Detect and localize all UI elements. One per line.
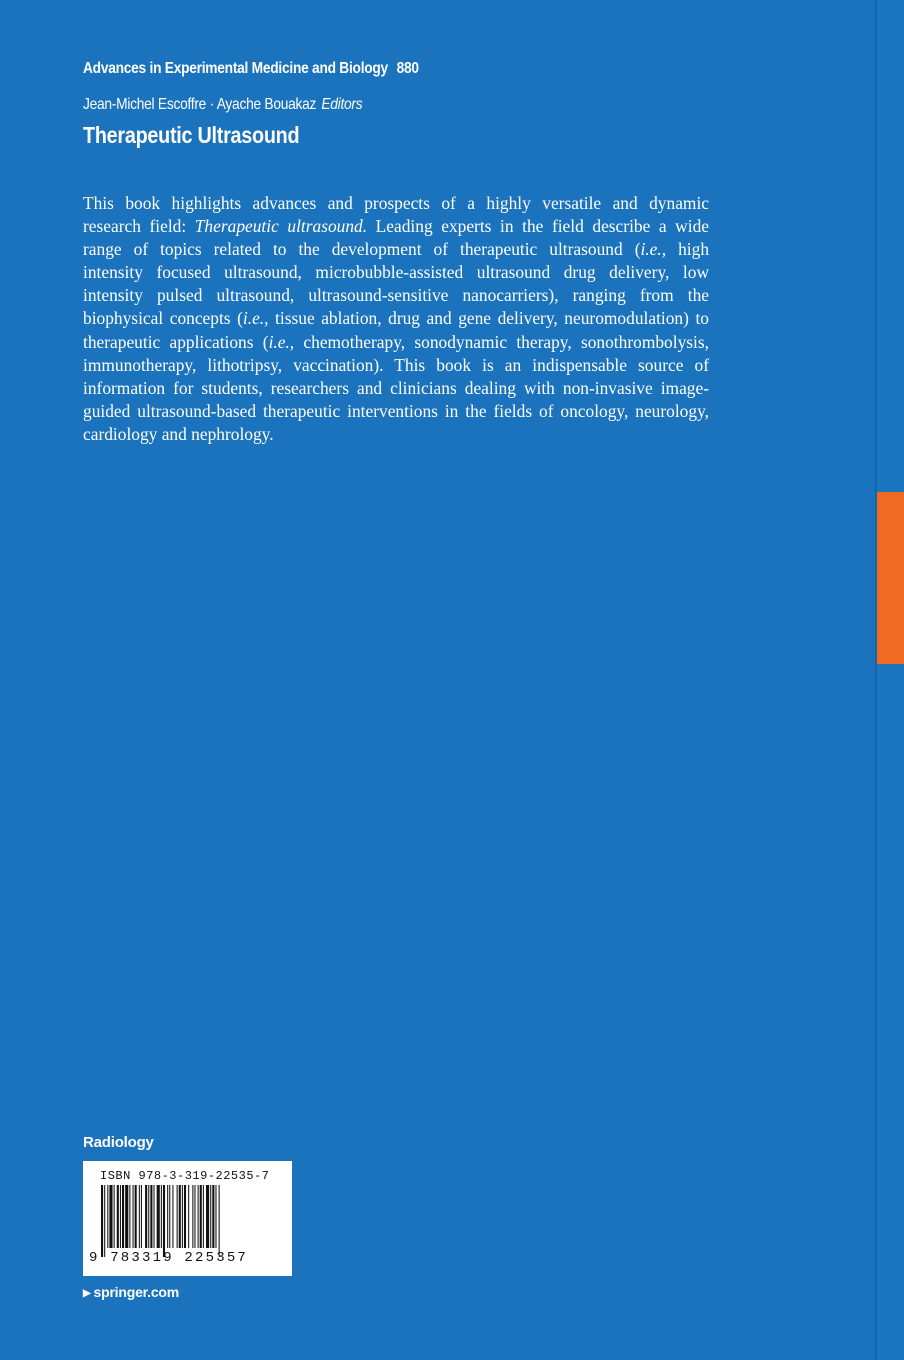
barcode-bar xyxy=(182,1185,183,1248)
barcode-bar xyxy=(139,1185,140,1248)
description-line: information for students, researchers and clinicians dealing with non-invasive image- xyxy=(83,377,709,398)
barcode-bar xyxy=(179,1185,181,1248)
isbn-barcode xyxy=(83,1161,292,1276)
barcode-bar xyxy=(157,1185,160,1248)
barcode-bar xyxy=(192,1185,193,1248)
barcode-bar xyxy=(163,1185,165,1257)
editors-line xyxy=(83,96,362,114)
barcode-bar xyxy=(104,1185,105,1257)
spine-area xyxy=(877,0,904,1360)
barcode-bar xyxy=(125,1185,128,1248)
description-line: biophysical concepts (i.e., tissue ablation, drug and gene delivery, neuromodulation) to xyxy=(83,308,709,329)
barcode-bar xyxy=(219,1185,220,1257)
isbn-label: ISBN 978-3-319-22535-7 xyxy=(100,1169,270,1183)
book-title: Therapeutic Ultrasound xyxy=(83,122,300,148)
barcode-bar xyxy=(161,1185,162,1248)
barcode-bar xyxy=(188,1185,189,1248)
editors-role: Editors xyxy=(321,96,363,113)
barcode-bar xyxy=(215,1185,216,1248)
barcode-bar xyxy=(177,1185,178,1248)
barcode-bar xyxy=(167,1185,168,1248)
description-line: range of topics related to the development of therapeutic ultrasound (i.e., high xyxy=(83,239,710,260)
barcode-bar xyxy=(200,1185,202,1248)
barcode-bar xyxy=(122,1185,124,1248)
website-text: springer.com xyxy=(93,1284,180,1300)
description-line: guided ultrasound-based therapeutic interventions in the fields of oncology, neurology, xyxy=(83,400,709,421)
barcode-bar xyxy=(169,1185,170,1248)
barcode-bar xyxy=(172,1185,173,1248)
barcode-bar xyxy=(114,1185,115,1248)
publisher-website[interactable] xyxy=(83,1284,179,1300)
barcode-bar xyxy=(184,1185,186,1248)
book-description xyxy=(83,192,709,446)
barcode-bar xyxy=(150,1185,152,1248)
barcode-bar xyxy=(141,1185,142,1248)
barcode-bar xyxy=(129,1185,130,1248)
barcode-bars xyxy=(101,1185,271,1257)
barcode-bar xyxy=(109,1185,112,1248)
description-line: cardiology and nephrology. xyxy=(83,423,274,444)
triangle-right-icon: ▶ xyxy=(83,1288,91,1299)
description-line: This book highlights advances and prospects of a highly versatile and dynamic xyxy=(83,193,709,213)
description-line: therapeutic applications (i.e., chemotherapy, sonodynamic therapy, sonothrombolysis, xyxy=(83,331,709,352)
barcode-bar xyxy=(206,1185,209,1248)
editor-names: Jean-Michel Escoffre · Ayache Bouakaz xyxy=(83,96,317,113)
description-line: immunotherapy, lithotripsy, vaccination). This book is an indispensable source of xyxy=(83,354,709,375)
barcode-bar xyxy=(198,1185,199,1248)
barcode-bar xyxy=(120,1185,121,1248)
barcode-bar xyxy=(194,1185,195,1248)
barcode-bar xyxy=(154,1185,155,1248)
series-name: Advances in Experimental Medicine and Biology xyxy=(83,60,388,77)
series-volume: 880 xyxy=(396,60,419,77)
description-line: intensity pulsed ultrasound, ultrasound-sensitive nanocarriers), ranging from the xyxy=(83,285,709,306)
orange-color-tab xyxy=(877,492,904,664)
barcode-bar xyxy=(135,1185,137,1248)
description-line: research field: Therapeutic ultrasound. Leading experts in the field describe a wide xyxy=(83,216,709,237)
barcode-bar xyxy=(101,1185,103,1257)
barcode-digits: 9 783319 225357 xyxy=(89,1250,249,1266)
barcode-bar xyxy=(117,1185,119,1248)
barcode-bar xyxy=(203,1185,204,1248)
barcode-bar xyxy=(145,1185,147,1248)
barcode-bar xyxy=(210,1185,211,1248)
barcode-bar xyxy=(212,1185,214,1248)
barcode-bar xyxy=(148,1185,149,1248)
subject-category: Radiology xyxy=(83,1134,154,1151)
barcode-bar xyxy=(133,1185,134,1248)
series-title xyxy=(83,60,419,78)
description-line: intensity focused ultrasound, microbubble-assisted ultrasound drug delivery, low xyxy=(83,262,709,283)
barcode-bar xyxy=(107,1185,108,1248)
